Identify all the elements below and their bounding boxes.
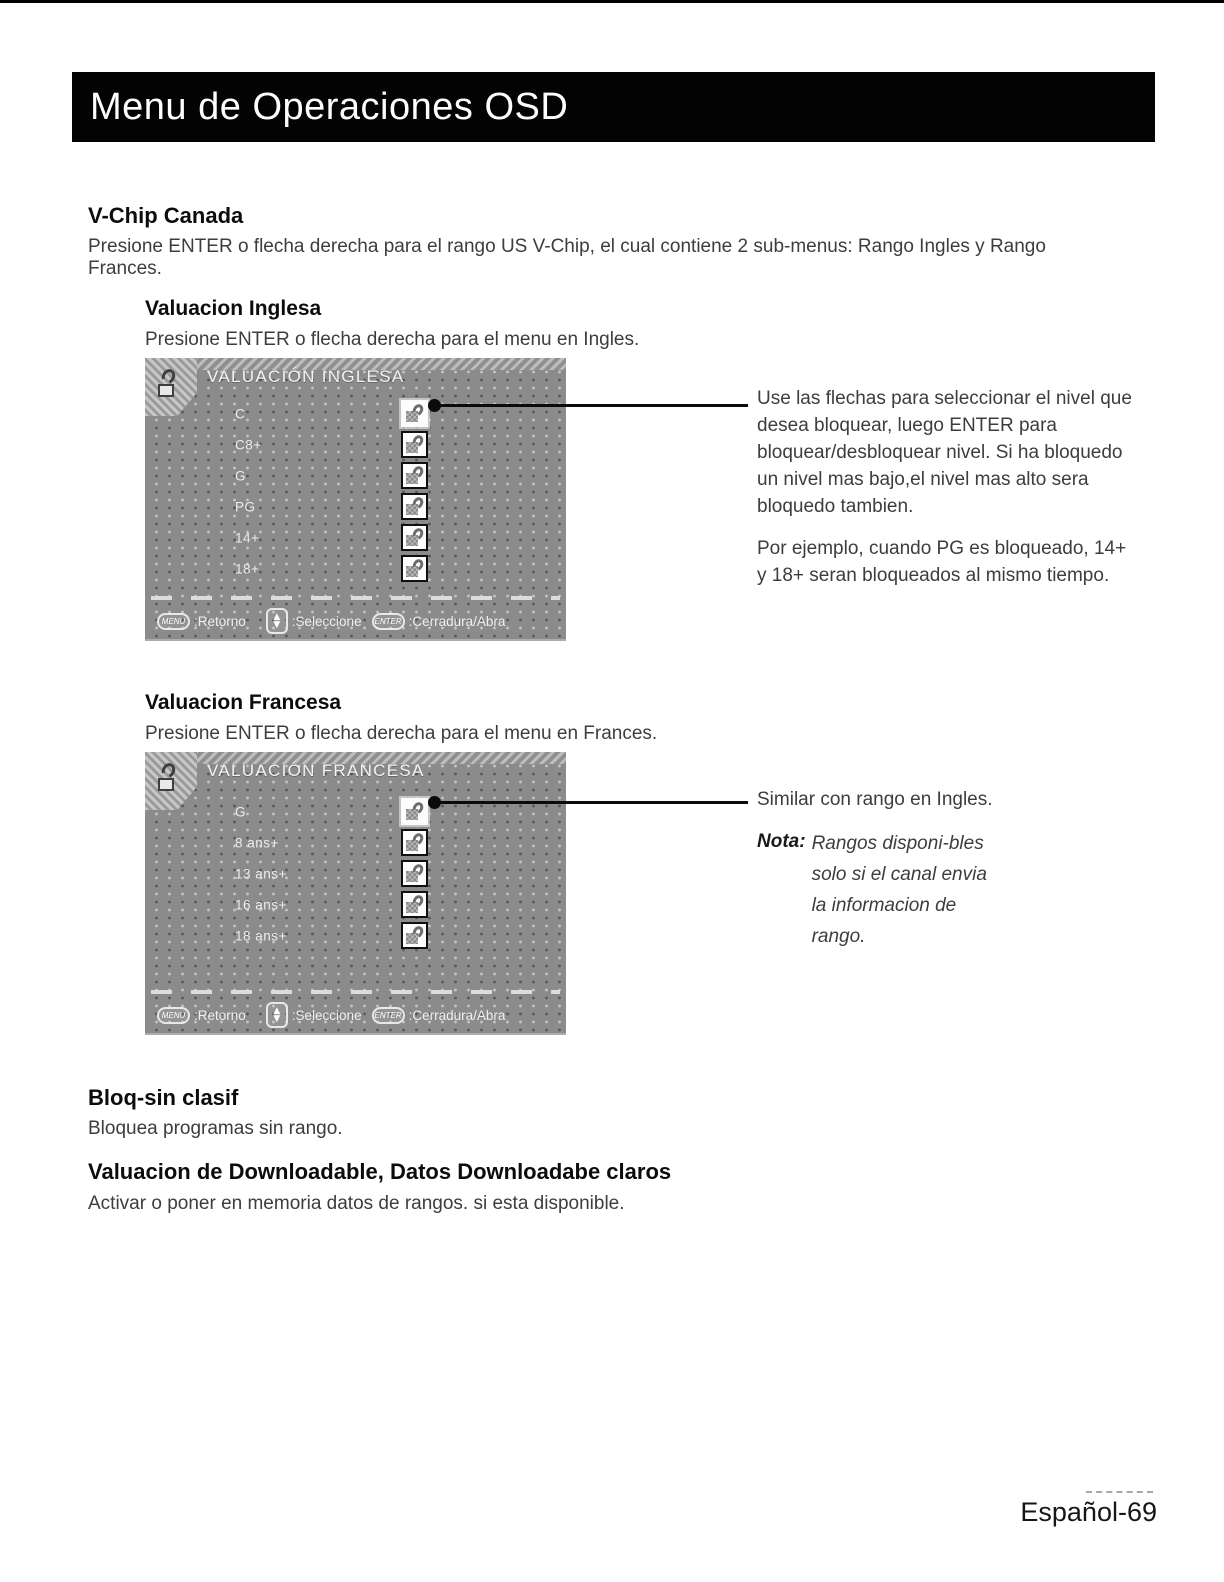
legend-seleccione-label: :Seleccione bbox=[291, 613, 362, 629]
osd-rating-row bbox=[145, 553, 566, 584]
footer-rule bbox=[1086, 1491, 1153, 1493]
note-label: Nota: bbox=[757, 831, 806, 852]
osd-rating-label: G bbox=[235, 804, 247, 819]
osd-rating-label: 8 ans+ bbox=[235, 835, 279, 850]
osd-title: VALUACIÓN FRANCESA bbox=[207, 761, 425, 780]
enter-button: ENTER bbox=[372, 1007, 405, 1024]
select-arrows-icon bbox=[266, 608, 288, 634]
section-body-inglesa: Presione ENTER o flecha derecha para el menu en Ingles. bbox=[145, 329, 640, 350]
open-lock-icon bbox=[401, 798, 428, 825]
legend-cerradura-label: :Cerradura/Abra bbox=[408, 1007, 506, 1023]
osd-rating-row bbox=[145, 522, 566, 553]
enter-button: ENTER bbox=[372, 613, 405, 630]
osd-ratings-list bbox=[145, 398, 566, 584]
page-header bbox=[72, 72, 1155, 142]
page-title: Menu de Operaciones OSD bbox=[90, 85, 569, 128]
osd-legend bbox=[157, 608, 562, 634]
osd-rating-row bbox=[145, 858, 566, 889]
osd-screenshot-francesa bbox=[145, 752, 566, 1033]
arrow-down-icon: ▼ bbox=[273, 1014, 281, 1024]
callout-line-inglesa bbox=[437, 404, 748, 407]
arrow-down-icon: ▼ bbox=[273, 620, 281, 630]
section-title-bloq: Bloq-sin clasif bbox=[88, 1085, 239, 1110]
osd-rating-label: 18 ans+ bbox=[235, 928, 287, 943]
osd-divider-dashes bbox=[151, 990, 560, 994]
open-lock-icon bbox=[401, 555, 428, 582]
open-lock-icon bbox=[401, 524, 428, 551]
section-body-francesa: Presione ENTER o flecha derecha para el menu en Frances. bbox=[145, 723, 658, 744]
osd-rating-label: 14+ bbox=[235, 530, 260, 545]
select-arrows-icon bbox=[266, 1002, 288, 1028]
osd-rating-row bbox=[145, 460, 566, 491]
osd-title: VALUACIÓN INGLESA bbox=[207, 367, 405, 386]
open-lock-icon bbox=[401, 860, 428, 887]
legend-cerradura-label: :Cerradura/Abra bbox=[408, 613, 506, 629]
section-body-bloq: Bloquea programas sin rango. bbox=[88, 1118, 343, 1139]
menu-button: MENU bbox=[157, 613, 190, 630]
osd-rating-row bbox=[145, 920, 566, 951]
osd-rating-label: 13 ans+ bbox=[235, 866, 287, 881]
section-title-vchip: V-Chip Canada bbox=[88, 203, 244, 228]
osd-rating-label: G bbox=[235, 468, 247, 483]
page-top-edge bbox=[0, 0, 1224, 3]
osd-legend bbox=[157, 1002, 562, 1028]
osd-rating-row bbox=[145, 491, 566, 522]
arrow-up-icon: ▲ bbox=[273, 612, 281, 622]
section-title-inglesa: Valuacion Inglesa bbox=[145, 297, 322, 320]
open-lock-icon bbox=[401, 493, 428, 520]
open-lock-icon bbox=[401, 400, 428, 427]
open-lock-icon bbox=[401, 891, 428, 918]
legend-retorno-label: :Retorno bbox=[194, 613, 246, 629]
osd-rating-label: 18+ bbox=[235, 561, 260, 576]
open-lock-icon bbox=[401, 829, 428, 856]
callout-para: Similar con rango en Ingles. bbox=[757, 789, 993, 810]
osd-rating-row bbox=[145, 398, 566, 429]
note-text: Rangos disponi-bles solo si el canal envia la informacion de rango. bbox=[811, 833, 987, 947]
callout-para: Por ejemplo, cuando PG es bloqueado, 14+ y 18+ seran bloqueados al mismo tiempo. bbox=[757, 538, 1127, 586]
section-title-francesa: Valuacion Francesa bbox=[145, 691, 342, 714]
osd-rating-label: PG bbox=[235, 499, 256, 514]
section-title-downloadable: Valuacion de Downloadable, Datos Downloadabe claros bbox=[88, 1159, 672, 1184]
osd-rating-row bbox=[145, 827, 566, 858]
arrow-up-icon: ▲ bbox=[273, 1006, 281, 1016]
open-lock-icon bbox=[401, 431, 428, 458]
osd-rating-row bbox=[145, 889, 566, 920]
osd-rating-label: 16 ans+ bbox=[235, 897, 287, 912]
callout-para: Use las flechas para seleccionar el nivel que desea bloquear, luego ENTER para bloquear/desbloquear nivel. Si ha bloquedo un nivel mas bajo,el nivel mas alto sera bloquedo tambien. bbox=[757, 388, 1132, 517]
callout-text-francesa bbox=[757, 786, 1135, 952]
open-lock-icon bbox=[401, 922, 428, 949]
osd-rating-row bbox=[145, 429, 566, 460]
note-block bbox=[757, 828, 1135, 952]
osd-rating-label: C8+ bbox=[235, 437, 262, 452]
osd-screenshot-inglesa bbox=[145, 358, 566, 639]
osd-ratings-list bbox=[145, 796, 566, 951]
section-body-downloadable: Activar o poner en memoria datos de rangos. si esta disponible. bbox=[88, 1193, 625, 1214]
menu-button: MENU bbox=[157, 1007, 190, 1024]
section-body-vchip: Presione ENTER o flecha derecha para el rango US V-Chip, el cual contiene 2 sub-menus: Rango Ingles y Rango Frances. bbox=[88, 236, 1046, 279]
callout-text-inglesa bbox=[757, 385, 1135, 589]
page-number: Español-69 bbox=[1020, 1497, 1157, 1527]
legend-retorno-label: :Retorno bbox=[194, 1007, 246, 1023]
callout-line-francesa bbox=[437, 801, 748, 804]
open-lock-icon bbox=[401, 462, 428, 489]
legend-seleccione-label: :Seleccione bbox=[291, 1007, 362, 1023]
osd-divider-dashes bbox=[151, 596, 560, 600]
osd-rating-label: C bbox=[235, 406, 246, 421]
